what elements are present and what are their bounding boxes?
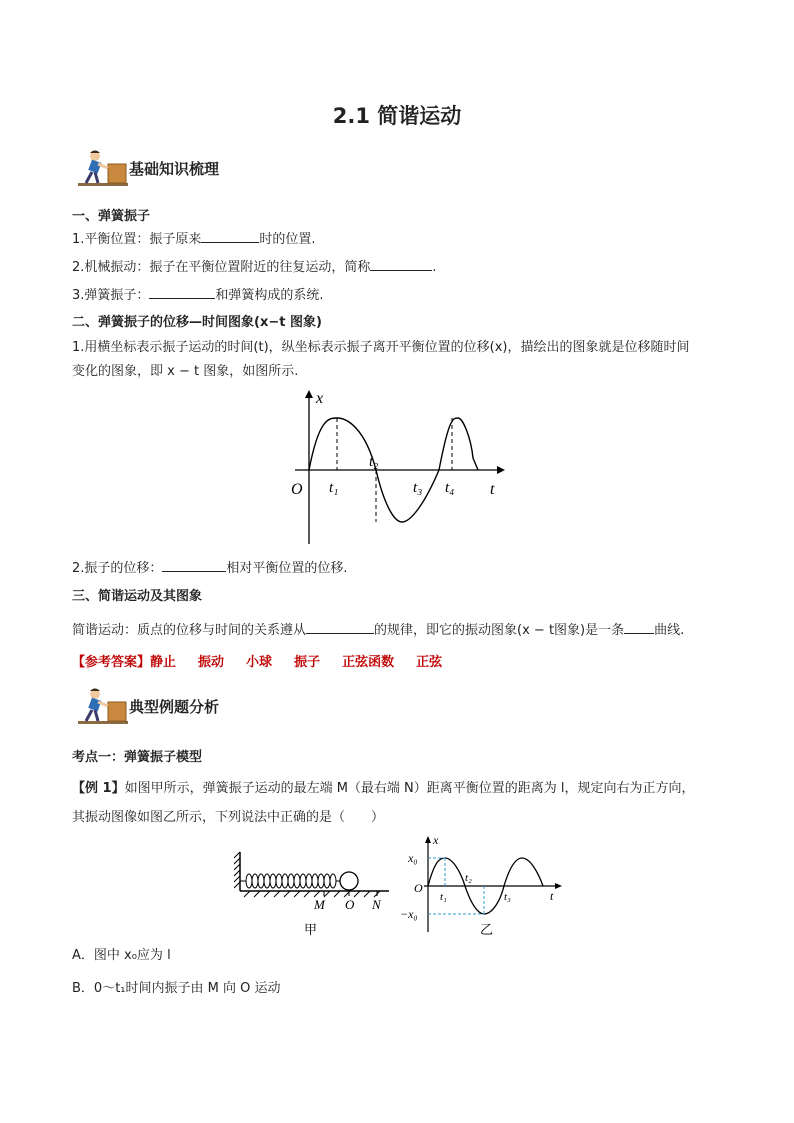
example-line2: 其振动图像如图乙所示，下列说法中正确的是（ ） (72, 810, 385, 825)
label-x0: x₀ (408, 851, 418, 865)
topic-heading: 考点一：弹簧振子模型 (72, 750, 203, 765)
vibration-graph-figure (398, 832, 568, 940)
part3-paragraph: 简谐运动：质点的位移与时间的关系遵从 的规律，即它的振动图象(x − t图象)是一条 曲线. (72, 619, 684, 641)
section-title: 基础知识梳理 (129, 160, 220, 178)
t4-label: t₄ (445, 480, 455, 496)
x-axis-arrow (555, 883, 562, 889)
t1-label: t₁ (329, 480, 339, 496)
part1-heading: 一、弹簧振子 (72, 209, 151, 224)
spring (240, 874, 340, 888)
spring-oscillator-figure (234, 836, 399, 941)
label-O: O (345, 897, 355, 912)
origin-label: O (414, 881, 423, 895)
answers-label: 【参考答案】 (72, 655, 151, 670)
axis-label-t: t (550, 889, 554, 903)
caption-jia: 甲 (304, 923, 318, 938)
fill-blank (624, 619, 654, 634)
part2-heading: 二、弹簧振子的位移—时间图象(x−t 图象) (72, 315, 322, 330)
fill-blank (370, 256, 432, 271)
page-title: 2.1 简谐运动 (332, 104, 462, 128)
caption-yi: 乙 (480, 923, 494, 938)
part3-heading: 三、简谐运动及其图象 (72, 589, 203, 604)
y-axis-arrow (305, 390, 313, 398)
t1-label: t₁ (440, 891, 447, 903)
answer-item: 静止 (150, 655, 177, 670)
reference-answers (72, 651, 464, 670)
item-oscillator-displacement: 2.振子的位移： 相对平衡位置的位移. (72, 557, 348, 579)
section-header-basics (78, 150, 278, 190)
x-axis-arrow (497, 466, 505, 474)
example-line1: 【例 1】如图甲所示，弹簧振子运动的最左端 M（最右端 N）距离平衡位置的距离为 l，规定向右为正方向， (72, 781, 695, 796)
answer-item: 正弦函数 (342, 655, 395, 670)
displacement-time-graph (285, 388, 515, 548)
fill-blank (201, 228, 259, 243)
t2-label: t₂ (369, 454, 379, 470)
axis-label-x: x (316, 390, 324, 407)
wall-hatching (234, 852, 240, 888)
answer-item: 小球 (246, 655, 273, 670)
item-spring-oscillator: 3.弹簧振子： 和弹簧构成的系统. (72, 284, 324, 306)
example-label: 【例 1】 (72, 781, 125, 796)
t2-label: t₂ (465, 872, 472, 884)
kid-pushing-box-icon (78, 688, 128, 726)
item-mechanical-vibration: 2.机械振动：振子在平衡位置附近的往复运动，简称 . (72, 256, 437, 278)
axis-label-x: x (433, 833, 439, 847)
kid-pushing-box-icon (78, 150, 128, 188)
fill-blank (162, 557, 226, 572)
floor-hatching (244, 891, 380, 897)
t3-label: t₃ (504, 891, 511, 903)
axis-label-t: t (490, 481, 495, 498)
answer-item: 振子 (294, 655, 321, 670)
section-header-examples (78, 688, 278, 728)
answer-item: 正弦 (416, 655, 443, 670)
option-b: B．0～t₁时间内振子由 M 向 O 运动 (72, 981, 281, 996)
label-N: N (372, 897, 381, 912)
answer-item: 振动 (198, 655, 225, 670)
fill-blank (306, 619, 374, 634)
label-neg-x0: −x₀ (400, 907, 418, 921)
ball (340, 872, 358, 890)
t3-label: t₃ (413, 480, 423, 496)
section-title: 典型例题分析 (129, 698, 220, 716)
option-a: A．图中 x₀应为 l (72, 948, 171, 963)
fill-blank (149, 284, 215, 299)
origin-label: O (291, 481, 303, 498)
part2-paragraph-line2: 变化的图象，即 x − t 图象，如图所示. (72, 364, 299, 379)
label-M: M (314, 897, 325, 912)
part2-paragraph-line1: 1.用横坐标表示振子运动的时间(t)，纵坐标表示振子离开平衡位置的位移(x)，描绘出的图象就是位移随时间 (72, 340, 690, 355)
item-balance-position: 1.平衡位置：振子原来 时的位置. (72, 228, 316, 250)
y-axis-arrow (425, 836, 431, 843)
